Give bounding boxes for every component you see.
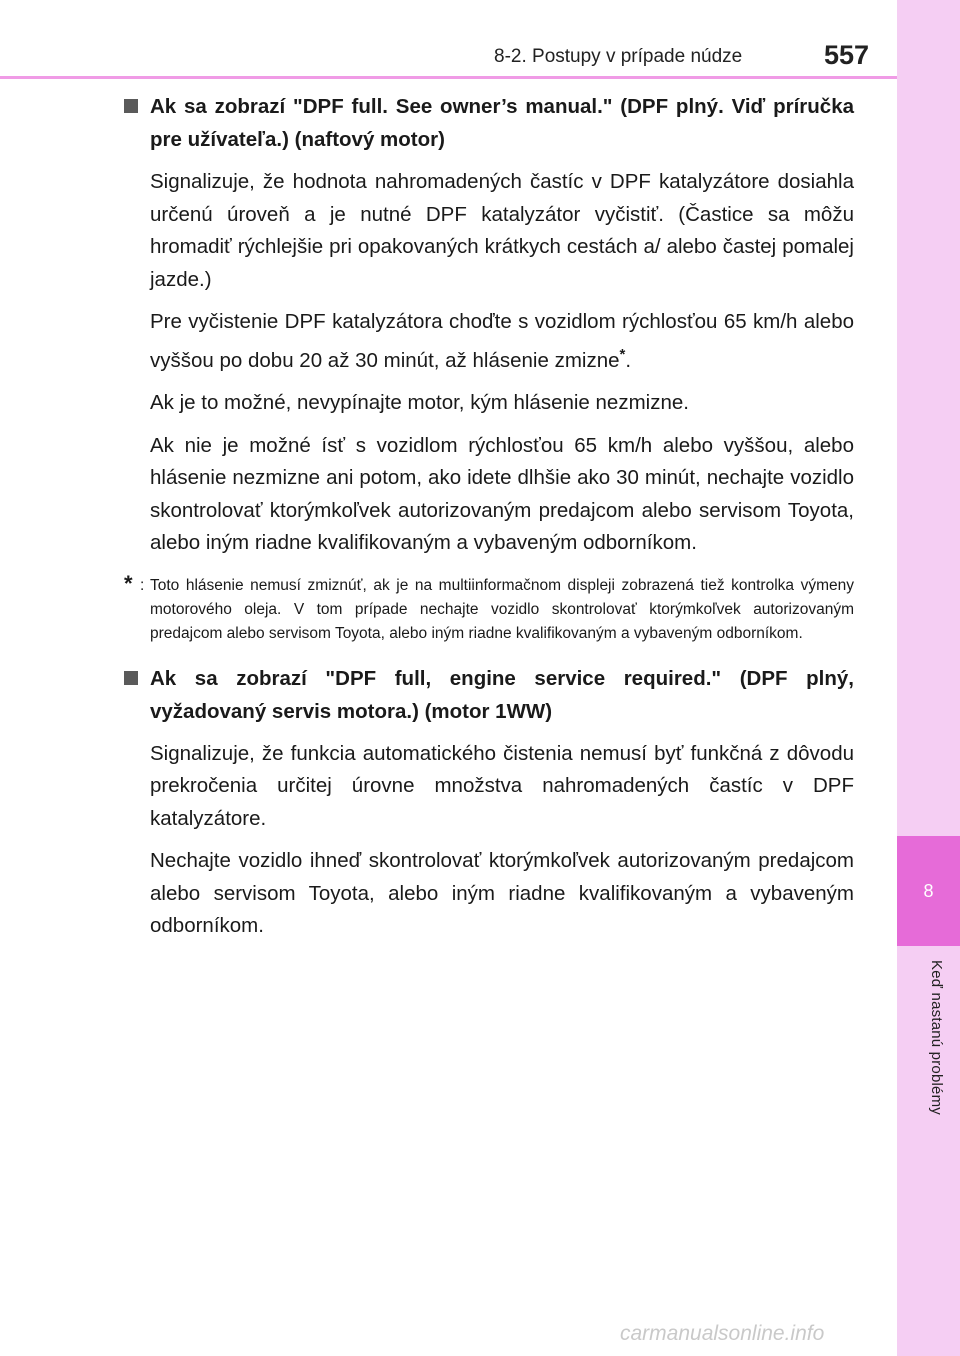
paragraph: Signalizuje, že funkcia automatického čistenia nemusí byť funkčná z dôvodu prekročenia určitej úrovne množstva nahromadených častíc v DPF katalyzátore.: [150, 741, 854, 830]
paragraph: Nechajte vozidlo ihneď skontrolovať ktorýmkoľvek autorizovaným predajcom alebo servisom Toyota, alebo iným riadne kvalifikovaným a vybaveným odborníkom.: [150, 849, 854, 937]
paragraph: Signalizuje, že hodnota nahromadených častíc v DPF katalyzátore dosiahla určenú úroveň a je nutné DPF katalyzátor vyčistiť. (Častice sa môžu hromadiť rýchlejšie pri opakovaných krátkych cestách a/ alebo častej pomalej jazde.): [150, 170, 854, 291]
header-rule: [0, 76, 897, 79]
chapter-number-tab: [897, 836, 960, 946]
section-heading-dpf-service: [118, 662, 854, 728]
page-number: 557: [824, 40, 870, 70]
square-bullet-icon: [124, 671, 138, 685]
header-section-title: 8-2. Postupy v prípade núdze: [494, 46, 743, 67]
footnote: [118, 570, 854, 646]
paragraph-end: .: [625, 348, 632, 372]
heading-text: Ak sa zobrazí "DPF full. See owner’s manual." (DPF plný. Viď príručka pre užívateľa.) (naftový motor): [150, 95, 854, 151]
footnote-colon: :: [140, 576, 145, 594]
paragraph: Ak nie je možné ísť s vozidlom rýchlosťou 65 km/h alebo vyššou, alebo hlásenie nezmizne ani potom, ako idete dlhšie ako 30 minút, nechajte vozidlo skontrolovať ktorýmkoľvek autorizovaným predajcom alebo servisom Toyota, alebo iným riadne kvalifikovaným a vybaveným odborníkom.: [150, 433, 854, 554]
section-heading-dpf-full: [118, 90, 854, 156]
paragraph-text: Pre vyčistenie DPF katalyzátora choďte s vozidlom rýchlosťou 65 km/h alebo vyššou po dobu 20 až 30 minút, až hlásenie zmizne: [150, 310, 854, 372]
footnote-text: Toto hlásenie nemusí zmiznúť, ak je na multiinformačnom displeji zobrazená tiež kontrolka výmeny motorového oleja. V tom prípade nechajte vozidlo skontrolovať ktorýmkoľvek autorizovaným predajcom alebo servisom Toyota, alebo iným riadne kvalifikovaným a vybaveným odborníkom.: [150, 576, 854, 642]
heading-text: Ak sa zobrazí "DPF full, engine service required." (DPF plný, vyžadovaný servis motora.) (motor 1WW): [150, 666, 854, 723]
page-content: [118, 90, 854, 953]
footnote-reference: *: [619, 345, 626, 363]
chapter-number: 8: [923, 880, 934, 901]
watermark: carmanualsonline.info: [620, 1322, 825, 1345]
square-bullet-icon: [124, 99, 138, 113]
paragraph: [118, 306, 854, 377]
paragraph: Ak je to možné, nevypínajte motor, kým hlásenie nezmizne.: [150, 391, 689, 414]
footnote-asterisk: *: [124, 570, 133, 596]
chapter-title-vertical: Keď nastanú problémy: [928, 960, 945, 1115]
